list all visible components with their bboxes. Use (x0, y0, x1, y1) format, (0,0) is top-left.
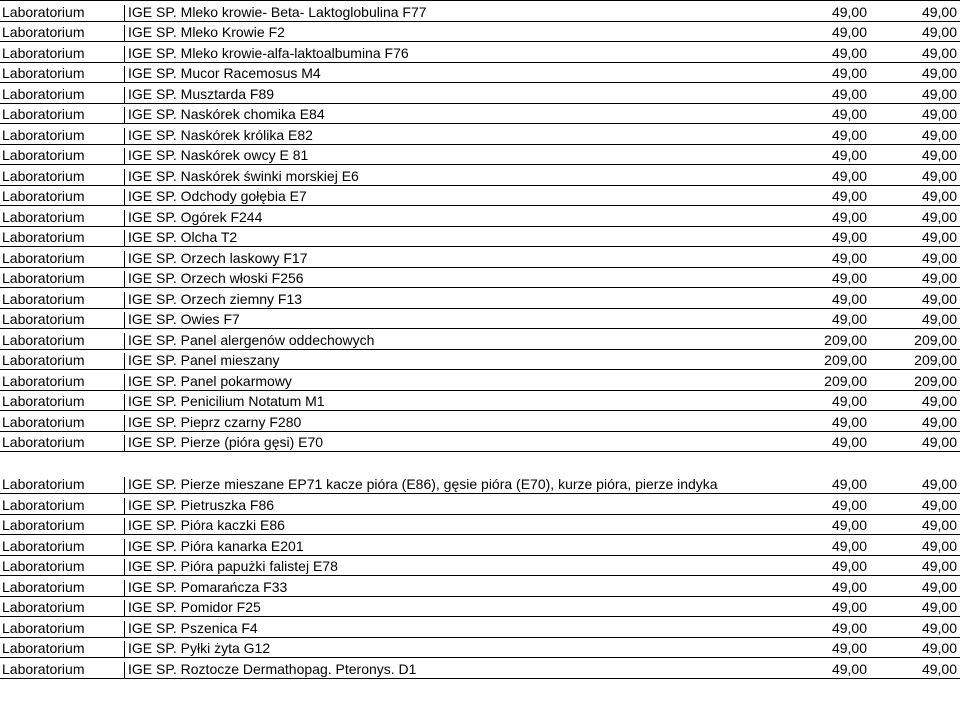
test-name-cell: IGE SP. Roztocze Dermathopag. Pteronys. D1 (124, 662, 782, 678)
total-cell: 49,00 (921, 45, 957, 61)
total-cell: 49,00 (921, 620, 957, 636)
department-cell: Laboratorium (2, 209, 85, 225)
test-name-cell: IGE SP. Pióra kanarka E201 (124, 539, 782, 555)
table-row (0, 411, 960, 432)
table-row (0, 638, 960, 659)
department-cell: Laboratorium (2, 579, 85, 595)
department-cell: Laboratorium (2, 86, 85, 102)
test-name-cell: IGE SP. Naskórek chomika E84 (124, 107, 782, 123)
price-cell: 49,00 (831, 45, 867, 61)
price-cell: 209,00 (824, 373, 867, 389)
department-cell: Laboratorium (2, 373, 85, 389)
total-cell: 49,00 (921, 518, 957, 533)
price-cell: 49,00 (831, 312, 867, 327)
table-row (0, 124, 960, 145)
total-cell: 49,00 (921, 86, 957, 102)
test-name-cell: IGE SP. Pierze (pióra gęsi) E70 (124, 435, 782, 451)
test-name-cell: IGE SP. Pomarańcza F33 (124, 580, 782, 596)
department-cell: Laboratorium (2, 148, 85, 163)
test-name-cell: IGE SP. Orzech włoski F256 (124, 271, 782, 287)
test-name-cell: IGE SP. Mleko Krowie F2 (124, 25, 782, 41)
test-name-cell: IGE SP. Naskórek królika E82 (124, 128, 782, 144)
price-cell: 49,00 (831, 209, 867, 225)
table-row (0, 63, 960, 84)
price-cell: 49,00 (831, 641, 867, 656)
test-name-cell: IGE SP. Mleko krowie-alfa-laktoalbumina F76 (124, 46, 782, 62)
test-name-cell: IGE SP. Pietruszka F86 (124, 498, 782, 514)
price-cell: 49,00 (831, 497, 867, 513)
price-cell: 49,00 (831, 291, 867, 307)
price-cell: 49,00 (831, 435, 867, 450)
total-cell: 49,00 (921, 641, 957, 656)
test-name-cell: IGE SP. Pierze mieszane EP71 kacze pióra (E86), gęsie pióra (E70), kurze pióra, pierze indyka (124, 477, 782, 493)
department-cell: Laboratorium (2, 250, 85, 266)
total-cell: 49,00 (921, 497, 957, 513)
test-name-cell: IGE SP. Penicilium Notatum M1 (124, 394, 782, 410)
table-row (0, 576, 960, 597)
table-row (0, 370, 960, 391)
table-row (0, 145, 960, 166)
test-name-cell: IGE SP. Ogórek F244 (124, 210, 782, 226)
total-cell: 49,00 (921, 107, 957, 122)
price-cell: 49,00 (831, 518, 867, 533)
department-cell: Laboratorium (2, 538, 85, 554)
test-name-cell: IGE SP. Olcha T2 (124, 230, 782, 246)
test-name-cell: IGE SP. Owies F7 (124, 312, 782, 328)
total-cell: 49,00 (921, 291, 957, 307)
total-cell: 209,00 (914, 332, 957, 348)
test-name-cell: IGE SP. Orzech laskowy F17 (124, 251, 782, 267)
test-name-cell: IGE SP. Pyłki żyta G12 (124, 641, 782, 657)
price-cell: 49,00 (831, 107, 867, 122)
table-row (0, 1, 960, 22)
table-row (0, 83, 960, 104)
price-cell: 49,00 (831, 414, 867, 430)
price-cell: 49,00 (831, 250, 867, 266)
price-cell: 49,00 (831, 25, 867, 40)
table-row (0, 22, 960, 43)
table-row (0, 268, 960, 289)
table-row (0, 515, 960, 536)
department-cell: Laboratorium (2, 4, 85, 20)
table-row (0, 206, 960, 227)
total-cell: 49,00 (921, 230, 957, 245)
department-cell: Laboratorium (2, 230, 85, 245)
total-cell: 49,00 (921, 271, 957, 286)
department-cell: Laboratorium (2, 497, 85, 513)
test-name-cell: IGE SP. Orzech ziemny F13 (124, 292, 782, 308)
price-cell: 49,00 (831, 86, 867, 102)
table-row (0, 391, 960, 412)
test-name-cell: IGE SP. Mucor Racemosus M4 (124, 66, 782, 82)
department-cell: Laboratorium (2, 600, 85, 615)
table-row (0, 247, 960, 268)
department-cell: Laboratorium (2, 189, 85, 204)
table-row (0, 42, 960, 63)
total-cell: 49,00 (921, 579, 957, 595)
price-cell: 49,00 (831, 189, 867, 204)
test-name-cell: IGE SP. Pióra kaczki E86 (124, 518, 782, 534)
table-row (0, 535, 960, 556)
table-row (0, 186, 960, 207)
department-cell: Laboratorium (2, 661, 85, 677)
table-row (0, 309, 960, 330)
price-cell: 49,00 (831, 661, 867, 677)
department-cell: Laboratorium (2, 25, 85, 40)
price-cell: 49,00 (831, 579, 867, 595)
table-row (0, 165, 960, 186)
department-cell: Laboratorium (2, 641, 85, 656)
test-name-cell: IGE SP. Mleko krowie- Beta- Laktoglobulina F77 (124, 5, 782, 21)
total-cell: 49,00 (921, 559, 957, 574)
total-cell: 49,00 (921, 4, 957, 20)
total-cell: 49,00 (921, 127, 957, 143)
table-row (0, 597, 960, 618)
department-cell: Laboratorium (2, 271, 85, 286)
price-cell: 209,00 (824, 332, 867, 348)
test-name-cell: IGE SP. Pieprz czarny F280 (124, 415, 782, 431)
test-name-cell: IGE SP. Panel alergenów oddechowych (124, 333, 782, 349)
department-cell: Laboratorium (2, 620, 85, 636)
total-cell: 49,00 (921, 168, 957, 184)
table-row (0, 227, 960, 248)
price-cell: 49,00 (831, 271, 867, 286)
total-cell: 49,00 (921, 209, 957, 225)
department-cell: Laboratorium (2, 45, 85, 61)
total-cell: 49,00 (921, 189, 957, 204)
total-cell: 49,00 (921, 148, 957, 163)
department-cell: Laboratorium (2, 66, 85, 81)
total-cell: 209,00 (914, 373, 957, 389)
price-cell: 49,00 (831, 230, 867, 245)
test-name-cell: IGE SP. Odchody gołębia E7 (124, 189, 782, 205)
table-row (0, 494, 960, 515)
department-cell: Laboratorium (2, 107, 85, 122)
table-row (0, 617, 960, 638)
department-cell: Laboratorium (2, 435, 85, 450)
test-name-cell: IGE SP. Pszenica F4 (124, 621, 782, 637)
price-cell: 49,00 (831, 394, 867, 409)
total-cell: 49,00 (921, 394, 957, 409)
test-name-cell: IGE SP. Pomidor F25 (124, 600, 782, 616)
table-row (0, 432, 960, 453)
department-cell: Laboratorium (2, 394, 85, 409)
price-cell: 49,00 (831, 148, 867, 163)
department-cell: Laboratorium (2, 168, 85, 184)
total-cell: 49,00 (921, 600, 957, 615)
total-cell: 49,00 (921, 25, 957, 40)
table-row (0, 556, 960, 577)
price-cell: 209,00 (824, 353, 867, 368)
department-cell: Laboratorium (2, 414, 85, 430)
price-cell: 49,00 (831, 538, 867, 554)
department-cell: Laboratorium (2, 559, 85, 574)
price-cell: 49,00 (831, 620, 867, 636)
department-cell: Laboratorium (2, 291, 85, 307)
test-name-cell: IGE SP. Musztarda F89 (124, 87, 782, 103)
total-cell: 49,00 (921, 661, 957, 677)
table-row (0, 288, 960, 309)
table-row (0, 452, 960, 494)
test-name-cell: IGE SP. Panel pokarmowy (124, 374, 782, 390)
price-cell: 49,00 (831, 4, 867, 20)
price-cell: 49,00 (831, 127, 867, 143)
total-cell: 49,00 (921, 414, 957, 430)
table-row (0, 329, 960, 350)
test-name-cell: IGE SP. Pióra papużki falistej E78 (124, 559, 782, 575)
table-row (0, 350, 960, 371)
test-name-cell: IGE SP. Naskórek świnki morskiej E6 (124, 169, 782, 185)
total-cell: 209,00 (914, 353, 957, 368)
price-cell: 49,00 (831, 477, 867, 492)
total-cell: 49,00 (921, 435, 957, 450)
total-cell: 49,00 (921, 66, 957, 81)
department-cell: Laboratorium (2, 353, 85, 368)
total-cell: 49,00 (921, 312, 957, 327)
department-cell: Laboratorium (2, 312, 85, 327)
total-cell: 49,00 (921, 250, 957, 266)
test-name-cell: IGE SP. Panel mieszany (124, 353, 782, 369)
table-row (0, 104, 960, 125)
test-name-cell: IGE SP. Naskórek owcy E 81 (124, 148, 782, 164)
department-cell: Laboratorium (2, 477, 85, 492)
department-cell: Laboratorium (2, 518, 85, 533)
price-cell: 49,00 (831, 66, 867, 81)
price-cell: 49,00 (831, 168, 867, 184)
total-cell: 49,00 (921, 477, 957, 492)
price-cell: 49,00 (831, 600, 867, 615)
total-cell: 49,00 (921, 538, 957, 554)
department-cell: Laboratorium (2, 332, 85, 348)
department-cell: Laboratorium (2, 127, 85, 143)
price-cell: 49,00 (831, 559, 867, 574)
table-row (0, 658, 960, 679)
